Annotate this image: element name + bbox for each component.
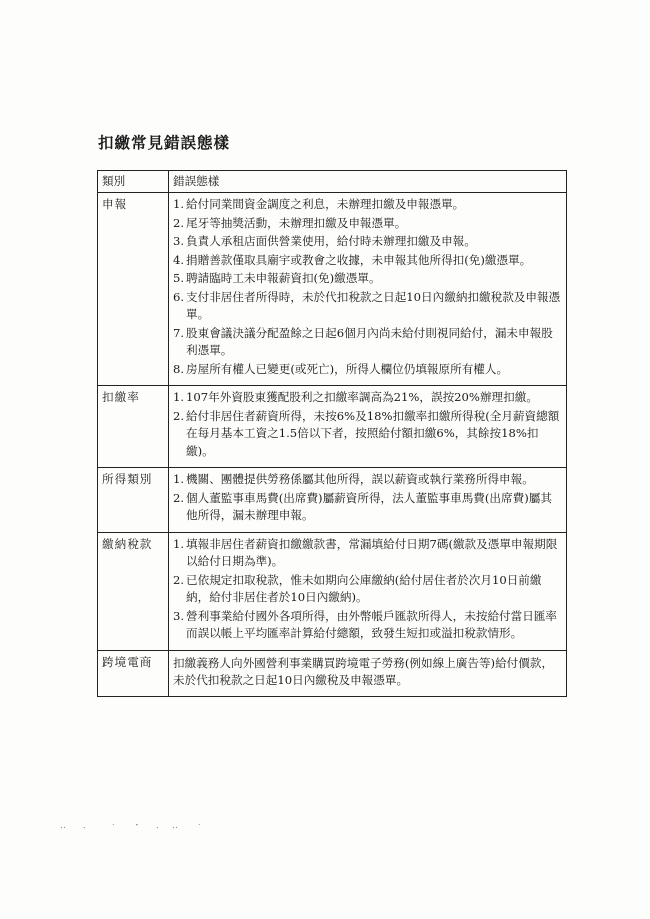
list-item xyxy=(173,270,562,288)
row-text: 扣繳義務人向外國營利事業購買跨境電子勞務(例如線上廣告等)給付價款，未於代扣稅款之日起10日內繳稅及申報憑單。 xyxy=(173,655,554,687)
item-number: 1. xyxy=(173,197,185,211)
table-row xyxy=(98,532,567,650)
item-number: 5. xyxy=(173,271,185,285)
item-number: 3. xyxy=(173,608,185,623)
item-text: 個人董監事車馬費(出席費)屬薪資所得，法人董監事車馬費(出席費)屬其他所得，漏未辦理申報。 xyxy=(186,490,552,522)
list-item xyxy=(173,408,562,461)
error-table xyxy=(97,170,567,697)
item-number: 6. xyxy=(173,289,185,304)
item-number: 8. xyxy=(173,361,185,376)
table-row xyxy=(98,468,567,533)
error-list xyxy=(173,471,562,525)
row-errors xyxy=(169,532,567,650)
item-text: 捐贈善款僅取具廟宇或教會之收據，未申報其他所得扣(免)繳憑單。 xyxy=(186,252,532,267)
list-item xyxy=(173,471,562,489)
item-text: 已依規定扣取稅款，惟未如期向公庫繳納(給付居住者於次月10日前繳納，給付非居住者於10日內繳納)。 xyxy=(186,572,542,604)
item-number: 1. xyxy=(173,472,185,486)
item-text: 聘請臨時工未申報薪資扣(免)繳憑單。 xyxy=(186,271,381,285)
row-category: 扣繳率 xyxy=(98,386,169,468)
item-number: 3. xyxy=(173,234,185,248)
item-text: 支付非居住者所得時，未於代扣稅款之日起10日內繳納扣繳稅款及申報憑單。 xyxy=(186,289,561,321)
list-item xyxy=(173,233,562,251)
row-errors xyxy=(169,650,567,696)
list-item xyxy=(173,215,562,233)
table-row xyxy=(98,193,567,386)
list-item xyxy=(173,572,562,607)
row-errors xyxy=(169,193,567,386)
item-text: 機關、團體提供勞務係屬其他所得，誤以薪資或執行業務所得申報。 xyxy=(186,472,534,486)
list-item xyxy=(173,325,562,360)
error-list xyxy=(173,196,562,378)
item-number: 2. xyxy=(173,490,185,505)
list-item xyxy=(173,252,562,270)
list-item xyxy=(173,536,562,571)
page-title: 扣繳常見錯誤態樣 xyxy=(98,133,231,152)
item-number: 4. xyxy=(173,252,185,267)
list-item xyxy=(173,608,562,643)
list-item xyxy=(173,490,562,525)
item-text: 107年外資股東獲配股利之扣繳率調高為21%，誤按20%辦理扣繳。 xyxy=(186,390,538,404)
item-number: 1. xyxy=(173,390,185,404)
row-category: 申報 xyxy=(98,193,169,386)
item-text: 尾牙等抽獎活動，未辦理扣繳及申報憑單。 xyxy=(186,215,407,230)
item-text: 負責人承租店面供營業使用，給付時未辦理扣繳及申報。 xyxy=(186,234,476,248)
item-number: 2. xyxy=(173,408,185,423)
item-number: 7. xyxy=(173,325,185,340)
item-number: 2. xyxy=(173,572,185,587)
table-row xyxy=(98,386,567,468)
list-item xyxy=(173,389,562,407)
list-item xyxy=(173,361,562,379)
list-item xyxy=(173,196,562,214)
item-text: 填報非居住者薪資扣繳繳款書，常漏填給付日期7碼(繳款及憑單申報期限以給付日期為準)。 xyxy=(186,536,558,568)
item-text: 給付非居住者薪資所得，未按6%及18%扣繳率扣繳所得稅(全月薪資總額在每月基本工資之1.5倍以下者，按照給付額扣繳6%，其餘按18%扣繳)。 xyxy=(186,408,560,458)
row-category: 繳納稅款 xyxy=(98,532,169,650)
table-header-row xyxy=(98,171,567,193)
item-text: 股東會議決議分配盈餘之日起6個月內尚未給付則視同給付，漏未申報股利憑單。 xyxy=(186,325,553,357)
item-number: 1. xyxy=(173,536,185,551)
error-list xyxy=(173,536,562,643)
item-number: 2. xyxy=(173,215,185,230)
table-row xyxy=(98,650,567,696)
error-list xyxy=(173,389,562,460)
scan-noise: ‥ ． ‧ ･ ．‥ ‧ xyxy=(60,821,211,831)
list-item xyxy=(173,289,562,324)
header-error-pattern: 錯誤態樣 xyxy=(169,171,567,193)
item-text: 房屋所有權人已變更(或死亡)，所得人欄位仍填報原所有權人。 xyxy=(186,361,509,376)
row-category: 跨境電商 xyxy=(98,650,169,696)
header-category: 類別 xyxy=(98,171,169,193)
item-text: 給付同業間資金調度之利息，未辦理扣繳及申報憑單。 xyxy=(186,197,465,211)
row-category: 所得類別 xyxy=(98,468,169,533)
row-errors xyxy=(169,468,567,533)
row-errors xyxy=(169,386,567,468)
item-text: 營利事業給付國外各項所得，由外幣帳戶匯款所得人，未按給付當日匯率而誤以帳上平均匯率計算給付總額，致發生短扣或溢扣稅款情形。 xyxy=(186,608,558,640)
